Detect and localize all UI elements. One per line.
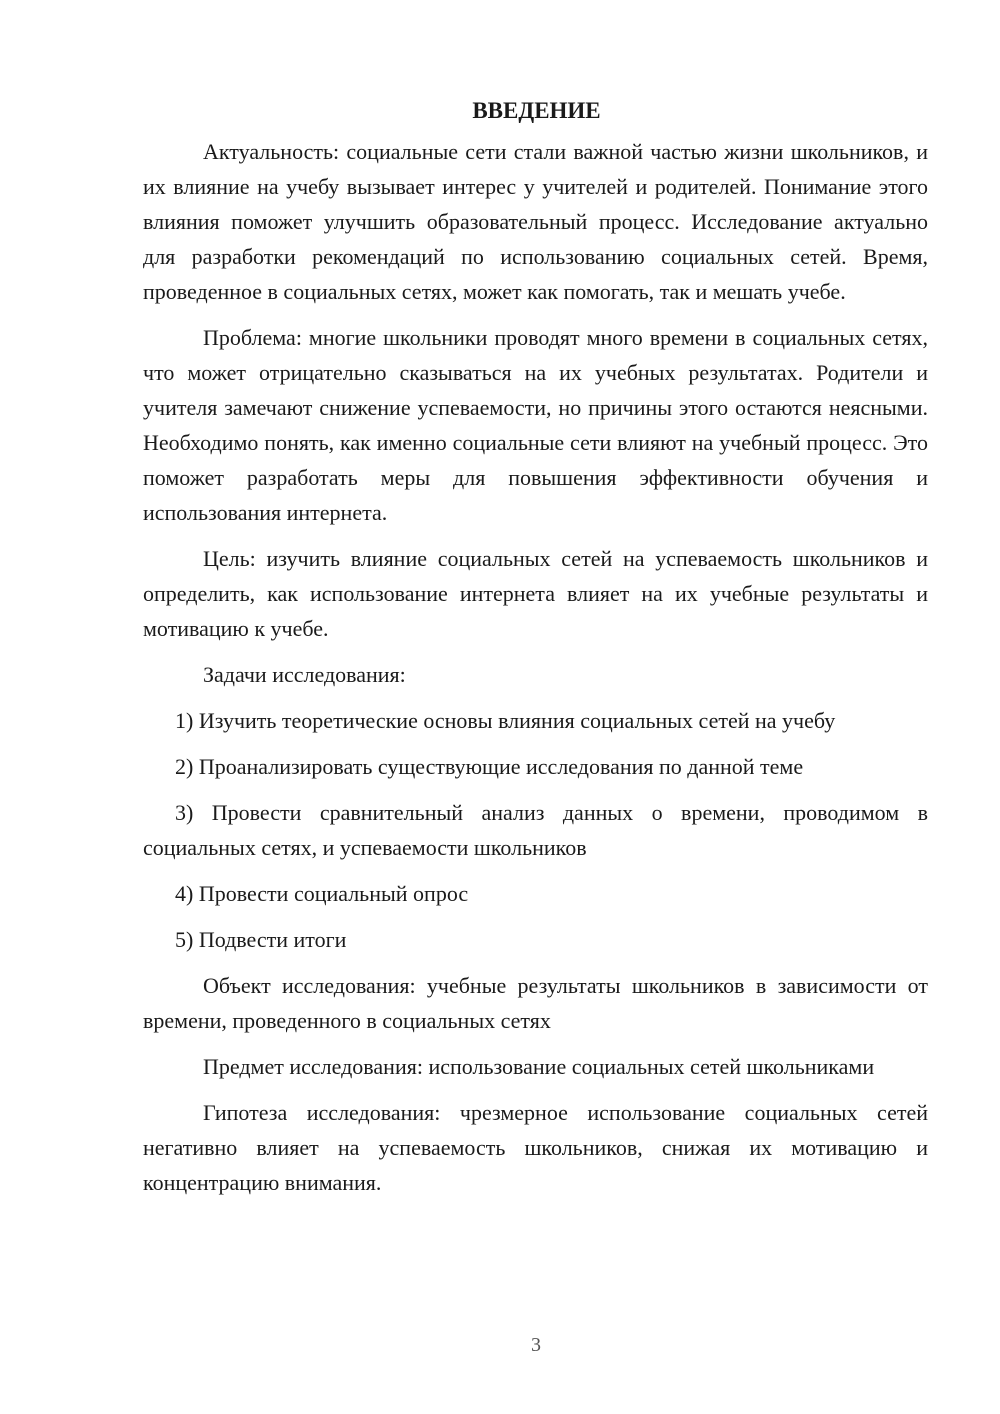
task-item-1: 1) Изучить теоретические основы влияния социальных сетей на учебу: [175, 708, 836, 733]
subject-paragraph: Предмет исследования: использование социальных сетей школьниками: [203, 1054, 875, 1079]
object-paragraph: Объект исследования: учебные результаты школьников в зависимости от времени, проведенного в социальных сетях: [143, 973, 928, 1033]
task-item-5: 5) Подвести итоги: [175, 927, 347, 952]
relevance-paragraph: Актуальность: социальные сети стали важной частью жизни школьников, и их влияние на учебу вызывает интерес у учителей и родителей. Понимание этого влияния поможет улучшить образовательный процесс. Исследование актуально для разработки рекомендаций по использованию социальных сетей. Время, проведенное в социальных сетях, может как помогать, так и мешать учебе.: [143, 139, 928, 304]
goal-paragraph: Цель: изучить влияние социальных сетей на успеваемость школьников и определить, как использование интернета влияет на их учебные результаты и мотивацию к учебе.: [143, 546, 928, 641]
page-number: 3: [531, 1334, 541, 1356]
task-item-3: 3) Провести сравнительный анализ данных о времени, проводимом в социальных сетях, и успеваемости школьников: [143, 800, 928, 860]
tasks-heading: Задачи исследования:: [203, 662, 406, 687]
hypothesis-paragraph: Гипотеза исследования: чрезмерное использование социальных сетей негативно влияет на успеваемость школьников, снижая их мотивацию и концентрацию внимания.: [143, 1100, 928, 1195]
task-item-4: 4) Провести социальный опрос: [175, 881, 469, 906]
page-content: [143, 93, 928, 1211]
page-title: ВВЕДЕНИЕ: [472, 98, 601, 123]
problem-paragraph: Проблема: многие школьники проводят много времени в социальных сетях, что может отрицательно сказываться на их учебных результатах. Родители и учителя замечают снижение успеваемости, но причины этого остаются неясными. Необходимо понять, как именно социальные сети влияют на учебный процесс. Это поможет разработать меры для повышения эффективности обучения и использования интернета.: [143, 325, 928, 525]
task-item-2: 2) Проанализировать существующие исследования по данной теме: [175, 754, 804, 779]
